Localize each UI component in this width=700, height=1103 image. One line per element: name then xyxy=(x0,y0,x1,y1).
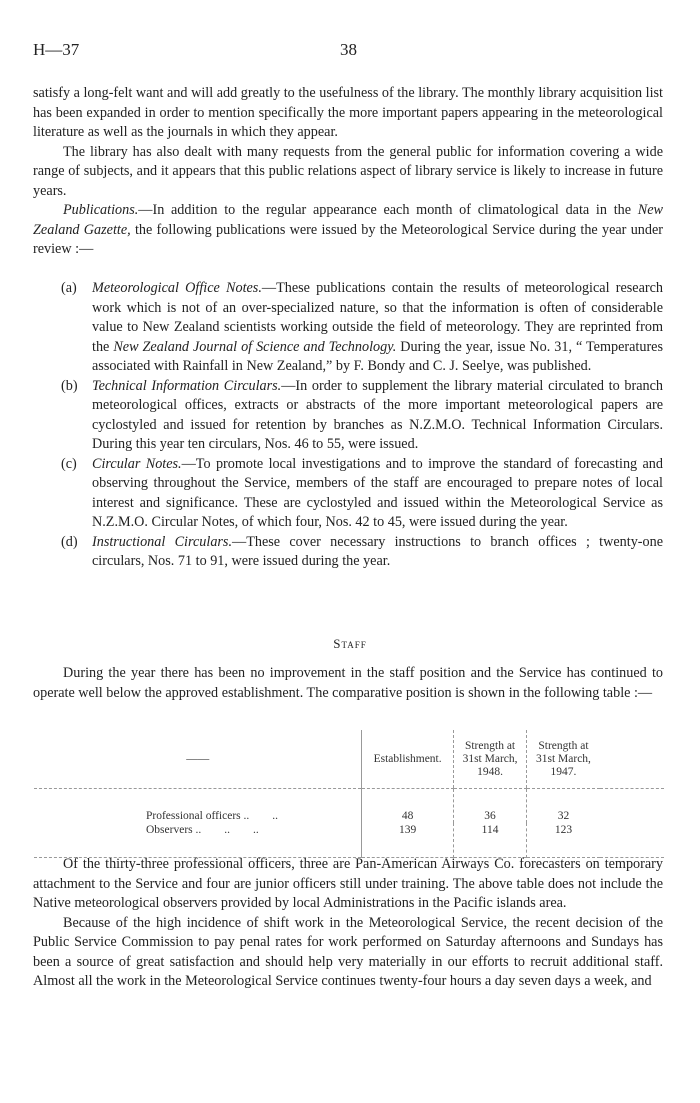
cell-strength-1948: 36 xyxy=(453,789,526,824)
paragraph-library-requests: The library has also dealt with many requests from the general public for information covering a wide range of subjects, and it appears that this public relations aspect of library service is likely to increase in future years. xyxy=(33,143,663,199)
list-item-text: —These publications contain the results of meteorological research work which is not of an over-specialized nature, so that the information is often of considerable value to New Zealand scientists working outside the field of meteorology. They are reprinted from the xyxy=(92,280,663,355)
publications-heading: Publications. xyxy=(63,202,139,218)
list-item xyxy=(33,455,663,533)
publications-text-pre: —In addition to the regular appearance each month of climatological data in the xyxy=(138,202,638,218)
cell-establishment: 139 xyxy=(362,823,453,858)
publications-text-post: the following publications were issued by the Meteorological Service during the year under review :— xyxy=(33,221,663,257)
page-number: 38 xyxy=(340,40,357,59)
list-marker: (d) xyxy=(61,533,78,550)
list-item xyxy=(33,279,663,377)
paragraph-staff-intro: During the year there has been no improvement in the staff position and the Service has continued to operate well below the approved establishment. The comparative position is shown in the following table :— xyxy=(33,665,663,701)
col-establishment: Establishment. xyxy=(362,730,453,789)
list-item-text: —These cover necessary instructions to branch offices ; twenty-one circulars, Nos. 71 to 91, were issued during the year. xyxy=(92,533,663,569)
bottom-text-block xyxy=(33,855,663,992)
cell-strength-1947: 123 xyxy=(527,823,600,858)
row-label: Observers .. .. .. xyxy=(146,824,259,836)
staff-heading: Staff xyxy=(333,636,367,651)
table-header-row xyxy=(34,730,664,789)
cell-establishment: 48 xyxy=(362,789,453,824)
journal-title: New Zealand Journal of Science and Technology. xyxy=(113,338,397,355)
gazette-title: New Zealand Gazette, xyxy=(33,202,663,238)
list-marker: (b) xyxy=(61,377,78,394)
table-row xyxy=(34,823,664,858)
row-label: Professional officers .. .. xyxy=(146,810,279,822)
col-strength-1947: Strength at 31st March, 1947. xyxy=(527,730,600,789)
paragraph-shift-work: Because of the high incidence of shift work in the Meteorological Service, the recent decision of the Public Service Commission to pay penal rates for work performed on Saturday afternoons and Sundays has been a source of great satisfaction and should help very materially in our efforts to recruit additional staff. Almost all the work in the Meteorological Service continues twenty-four hours a day seven days a week, and xyxy=(33,914,663,989)
list-item-title: Circular Notes. xyxy=(92,455,182,472)
page-reference: H—37 xyxy=(33,40,80,59)
top-text-block xyxy=(33,84,663,260)
list-marker: (a) xyxy=(61,280,77,296)
list-item-title: Instructional Circulars. xyxy=(92,533,233,550)
list-item xyxy=(33,533,663,572)
publications-list xyxy=(33,279,663,572)
list-item-title: Technical Information Circulars. xyxy=(92,377,282,394)
paragraph-officers: Of the thirty-three professional officers, three are Pan-American Airways Co. forecasters on temporary attachment to the Service and four are junior officers still under training. The above table does not include the Native meteorological observers provided by local Administrations in the Pacific islands area. xyxy=(33,856,663,911)
list-item-title: Meteorological Office Notes. xyxy=(92,280,262,296)
table-row xyxy=(34,789,664,824)
paragraph-library-continued: satisfy a long-felt want and will add greatly to the usefulness of the library. The monthly library acquisition list has been expanded in order to mention specifically the more important papers appearing in the meteorological literature as well as the journals in which they appear. xyxy=(33,85,663,140)
list-item-text-post: During the year, issue No. 31, “ Temperatures associated with Rainfall in New Zealand,” by F. Bondy and C. J. Seelye, was published. xyxy=(92,338,663,374)
col-strength-1948: Strength at 31st March, 1948. xyxy=(453,730,526,789)
staff-table xyxy=(34,730,664,858)
list-item xyxy=(33,377,663,455)
cell-strength-1947: 32 xyxy=(527,789,600,824)
header-dash: —— xyxy=(34,730,362,789)
paragraph-publications xyxy=(33,201,663,260)
staff-intro-block xyxy=(33,664,663,703)
list-item-text: —In order to supplement the library material circulated to branch meteorological offices, extracts or abstracts of the more important meteorological papers are cyclostyled and issued for retention by branches as N.Z.M.O. Technical Information Circulars. During this year ten circulars, Nos. 46 to 55, were issued. xyxy=(92,377,664,452)
list-marker: (c) xyxy=(61,455,77,472)
cell-strength-1948: 114 xyxy=(453,823,526,858)
list-item-text: —To promote local investigations and to improve the standard of forecasting and observing throughout the Service, members of the staff are encouraged to prepare notes of local interest and significance. These are cyclostyled and issued within the Meteorological Service as N.Z.M.O. Circular Notes, of which four, Nos. 42 to 45, were issued during the year. xyxy=(92,455,663,530)
